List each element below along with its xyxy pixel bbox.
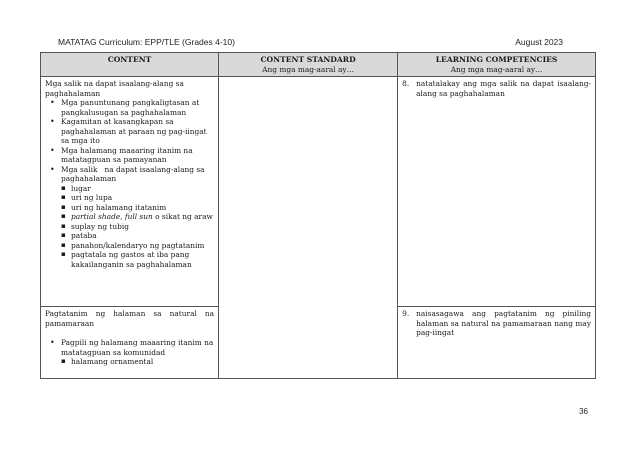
- list-item: • Pagpili ng halamang maaaring itanim na matatagpuan sa komunidad: [55, 338, 214, 357]
- competency-text: naisasagawa ang pagtatanim ng piniling halaman sa natural na pamamaraan nang may pag-iingat: [416, 309, 591, 337]
- column-subtitle: Ang mga mag-aaral ay…: [450, 65, 543, 74]
- document-header-title: MATATAG Curriculum: EPP/TLE (Grades 4-10): [58, 37, 235, 47]
- content-standard-cell: [219, 77, 398, 379]
- list-item: • Kagamitan at kasangkapan sa paghahalaman at paraan ng pag-iingat sa mga ito: [55, 117, 214, 146]
- sub-list-item: ▪ uri ng halamang itatanim: [65, 203, 214, 213]
- table-row: [41, 77, 596, 307]
- sub-list-item: ▪ pagtatala ng gastos at iba pang kakailanganin sa paghahalaman: [65, 250, 214, 269]
- sub-list-item: ▪ uri ng lupa: [65, 193, 214, 203]
- competency-number: 8.: [402, 79, 410, 88]
- competency-item: [402, 79, 591, 98]
- content-sub-bullet-list: [45, 184, 214, 270]
- list-item: • Mga panuntunang pangkaligtasan at pangkalusugan sa paghahalaman: [55, 98, 214, 117]
- competency-cell: [398, 307, 596, 379]
- content-cell: [41, 77, 219, 307]
- list-item-text: Mga salik na dapat isaalang-alang sa paghahalaman: [61, 164, 207, 183]
- column-title: LEARNING COMPETENCIES: [435, 55, 558, 64]
- sub-list-item: ▪ pataba: [65, 231, 214, 241]
- curriculum-table: [40, 52, 596, 379]
- page-number: 36: [579, 407, 588, 416]
- sub-list-item: [65, 212, 214, 222]
- content-title: Pagtatanim ng halaman sa natural na pamamaraan: [45, 309, 215, 328]
- column-title: CONTENT: [107, 55, 152, 64]
- sub-list-item: ▪ halamang ornamental: [65, 357, 214, 367]
- sub-list-item: ▪ suplay ng tubig: [65, 222, 214, 232]
- sub-list-item: ▪ lugar: [65, 184, 214, 194]
- content-bullet-list: [45, 338, 214, 357]
- list-item: [55, 165, 214, 184]
- sub-list-item-text: o sikat ng araw: [152, 212, 213, 221]
- column-title: CONTENT STANDARD: [260, 55, 356, 64]
- column-subtitle: Ang mga mag-aaral ay…: [262, 65, 354, 74]
- sub-list-item: ▪ panahon/kalendaryo ng pagtatanim: [65, 241, 214, 251]
- column-header-content-standard: [219, 53, 398, 77]
- content-bullet-list: [45, 98, 214, 184]
- content-cell: [41, 307, 219, 379]
- document-header-date: August 2023: [515, 37, 563, 47]
- column-header-learning-competencies: [398, 53, 596, 77]
- content-sub-bullet-list: [45, 357, 214, 367]
- table-header-row: [41, 53, 596, 77]
- competency-text: natatalakay ang mga salik na dapat isaalang-alang sa paghahalaman: [416, 79, 591, 98]
- content-title: Mga salik na dapat isaalang-alang sa paghahalaman: [45, 79, 184, 98]
- list-item: • Mga halamang maaaring itanim na matatagpuan sa pamayanan: [55, 146, 214, 165]
- competency-item: [402, 309, 591, 338]
- competency-cell: [398, 77, 596, 307]
- competency-number: 9.: [402, 309, 410, 318]
- italic-term: partial shade, full sun: [71, 212, 153, 221]
- column-header-content: [41, 53, 219, 77]
